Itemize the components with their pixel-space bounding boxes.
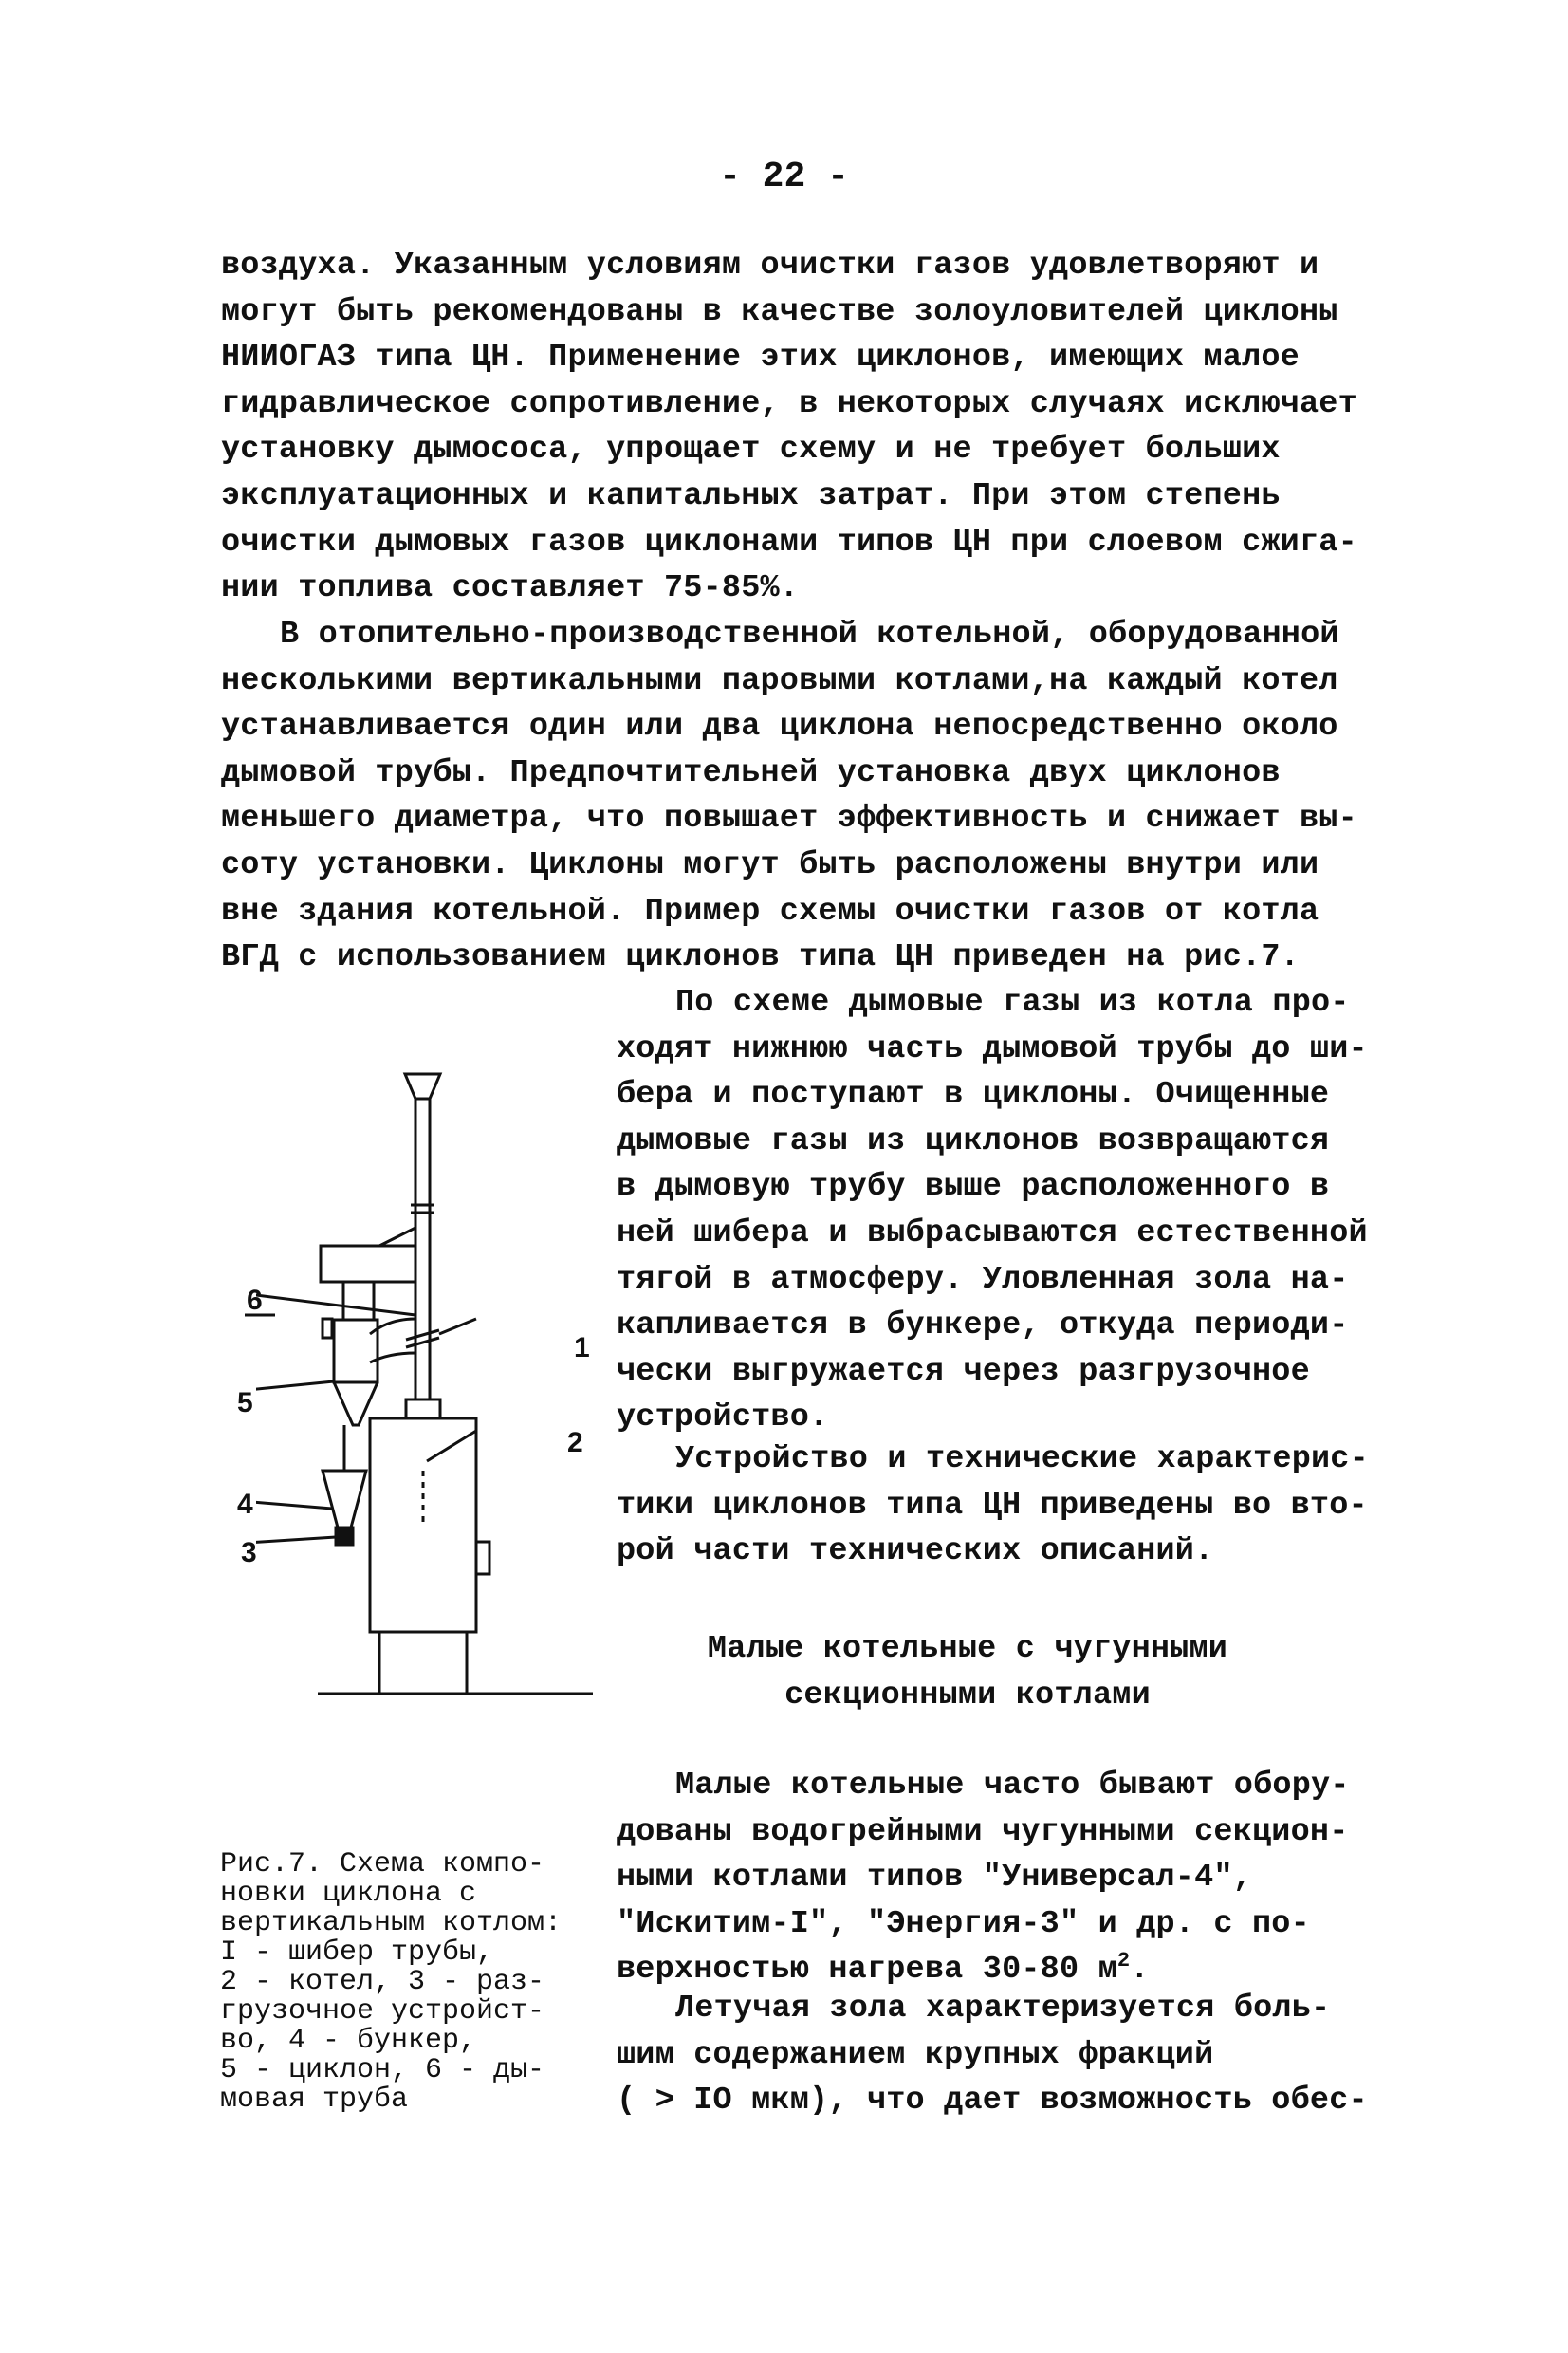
label-3: 3 bbox=[241, 1537, 257, 1568]
caption-line: Рис.7. Схема компо- bbox=[220, 1848, 545, 1881]
text-line: НИИОГАЗ типа ЦН. Применение этих циклонов, имеющих малое bbox=[221, 340, 1300, 377]
paragraph-2 bbox=[221, 612, 1357, 981]
caption-line: новки циклона с bbox=[220, 1878, 477, 1910]
text-line: ( > IO мкм), что дает возможность обес- bbox=[617, 2083, 1368, 2120]
caption-line: вертикальным котлом: bbox=[220, 1907, 563, 1939]
text-line: тягой в атмосферу. Уловленная зола на- bbox=[617, 1261, 1349, 1298]
text-line: дымовой трубы. Предпочтительней установка двух циклонов bbox=[221, 754, 1281, 791]
text-line: несколькими вертикальными паровыми котлами,на каждый котел bbox=[221, 662, 1338, 699]
paragraph-5 bbox=[617, 1763, 1350, 1993]
text-line: тики циклонов типа ЦН приведены во вто- bbox=[617, 1487, 1368, 1524]
paragraph-1 bbox=[221, 243, 1357, 612]
caption-line: грузочное устройст- bbox=[220, 1995, 545, 2028]
text-line: Устройство и технические характерис- bbox=[675, 1441, 1369, 1477]
heading-line: секционными котлами bbox=[784, 1677, 1151, 1714]
text-line: соту установки. Циклоны могут быть расположены внутри или bbox=[221, 846, 1319, 883]
text-line: ней шибера и выбрасываются естественной bbox=[617, 1214, 1368, 1251]
superscript: 2 bbox=[1116, 1949, 1131, 1973]
text-line: нии топлива составляет 75-85%. bbox=[221, 570, 800, 607]
text-line: могут быть рекомендованы в качестве золоуловителей циклоны bbox=[221, 293, 1338, 330]
text-line: эксплуатационных и капитальных затрат. При этом степень bbox=[221, 477, 1281, 514]
figure-caption bbox=[220, 1850, 562, 2115]
text-line: вне здания котельной. Пример схемы очистки газов от котла bbox=[221, 893, 1319, 930]
text-line: воздуха. Указанным условиям очистки газов удовлетворяют и bbox=[221, 248, 1319, 284]
diagram-labels bbox=[161, 1034, 590, 1793]
text-line: Летучая зола характеризуется боль- bbox=[675, 1991, 1331, 2027]
text-line: установку дымососа, упрощает схему и не требует больших bbox=[221, 432, 1281, 469]
text-line: "Искитим-I", "Энергия-3" и др. с по- bbox=[617, 1905, 1310, 1942]
text-fragment: верхностью нагрева 30-80 м bbox=[617, 1952, 1117, 1989]
text-line: Малые котельные часто бывают обору- bbox=[675, 1768, 1350, 1804]
label-6: 6 bbox=[247, 1285, 263, 1316]
label-5: 5 bbox=[237, 1387, 253, 1418]
text-line: ходят нижнюю часть дымовой трубы до ши- bbox=[617, 1030, 1368, 1067]
text-fragment: . bbox=[1130, 1952, 1150, 1989]
text-line: ными котлами типов "Универсал-4", bbox=[617, 1860, 1253, 1897]
caption-line: мовая труба bbox=[220, 2084, 409, 2116]
paragraph-4 bbox=[617, 1436, 1369, 1575]
label-4: 4 bbox=[237, 1489, 253, 1520]
text-line: рой части технических описаний. bbox=[617, 1533, 1214, 1570]
text-line: в дымовую трубу выше расположенного в bbox=[617, 1169, 1330, 1206]
text-line: чески выгружается через разгрузочное bbox=[617, 1353, 1310, 1390]
caption-line: I - шибер трубы, bbox=[220, 1936, 494, 1969]
text-line: ВГД с использованием циклонов типа ЦН приведен на рис.7. bbox=[221, 939, 1300, 976]
paragraph-6 bbox=[617, 1986, 1368, 2124]
text-line: гидравлическое сопротивление, в некоторых случаях исключает bbox=[221, 385, 1357, 422]
text-line: По схеме дымовые газы из котла про- bbox=[675, 985, 1350, 1021]
text-line: очистки дымовых газов циклонами типов ЦН при слоевом сжига- bbox=[221, 524, 1357, 561]
page-number: - 22 - bbox=[719, 157, 849, 197]
heading-line: Малые котельные с чугунными bbox=[707, 1631, 1228, 1667]
label-2: 2 bbox=[567, 1427, 583, 1458]
paragraph-3 bbox=[617, 980, 1368, 1441]
text-line: В отопительно-производственной котельной, оборудованной bbox=[280, 617, 1339, 653]
text-line: устройство. bbox=[617, 1399, 829, 1436]
text-line: шим содержанием крупных фракций bbox=[617, 2036, 1214, 2073]
text-line: меньшего диаметра, что повышает эффективность и снижает вы- bbox=[221, 801, 1357, 838]
text-line: бера и поступают в циклоны. Очищенные bbox=[617, 1077, 1330, 1114]
caption-line: во, 4 - бункер, bbox=[220, 2025, 477, 2057]
cyclone-boiler-diagram bbox=[237, 1034, 598, 1793]
text-line: дованы водогрейными чугунными секцион- bbox=[617, 1813, 1349, 1850]
label-1: 1 bbox=[574, 1332, 590, 1363]
section-heading bbox=[617, 1626, 1319, 1718]
text-line: устанавливается один или два циклона непосредственно около bbox=[221, 709, 1338, 746]
caption-line: 2 - котел, 3 - раз- bbox=[220, 1966, 545, 1998]
text-line: дымовые газы из циклонов возвращаются bbox=[617, 1122, 1330, 1159]
caption-line: 5 - циклон, 6 - ды- bbox=[220, 2054, 545, 2086]
text-line: капливается в бункере, откуда периоди- bbox=[617, 1307, 1349, 1344]
